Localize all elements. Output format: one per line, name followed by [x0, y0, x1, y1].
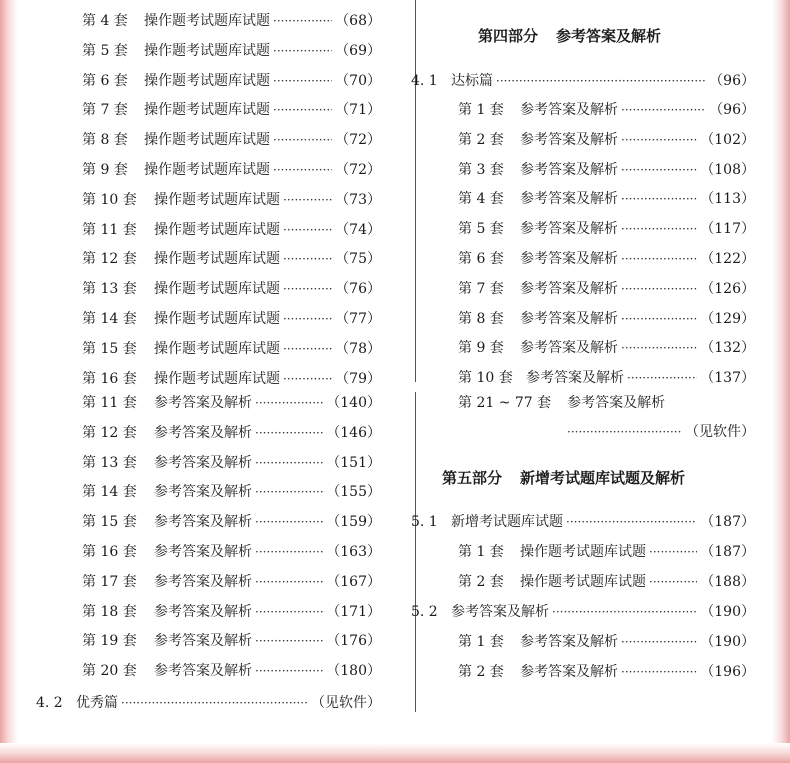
toc-entry[interactable]: [82, 392, 381, 414]
toc-entry[interactable]: [458, 278, 755, 300]
toc-entry[interactable]: [82, 422, 381, 444]
leader-dots: [255, 481, 323, 503]
leader-dots: [621, 159, 697, 181]
toc-entry[interactable]: [82, 571, 381, 593]
entry-page-number: （77）: [335, 311, 381, 327]
entry-page-number: （73）: [335, 191, 381, 208]
entry-set-number: 第 1 套: [458, 634, 504, 650]
entry-set-number: 第 7 套: [458, 280, 504, 297]
entry-title: 参考答案及解析: [154, 484, 252, 501]
entry-set-number: 第 9 套: [458, 340, 504, 357]
entry-page-number: （188）: [700, 573, 755, 590]
entry-title: 操作题考试题库试题: [154, 221, 280, 238]
toc-entry[interactable]: [82, 129, 381, 151]
leader-dots: [621, 248, 697, 270]
entry-set-number: 第 11 套: [82, 221, 137, 238]
toc-entry[interactable]: [82, 511, 381, 533]
leader-dots: [283, 219, 332, 241]
entry-set-number: 第 19 套: [82, 633, 137, 650]
leader-dots: [273, 10, 332, 32]
entry-title: 参考答案及解析: [154, 603, 252, 620]
entry-set-number: 第 20 套: [82, 663, 137, 680]
entry-title: 操作题考试题库试题: [520, 544, 646, 560]
entry-page-number: （72）: [335, 162, 381, 178]
toc-page: [18, 0, 772, 743]
entry-page-number: （108）: [700, 161, 755, 178]
column-divider-upper: [415, 0, 416, 382]
leader-dots: [121, 692, 308, 714]
leader-dots: [283, 368, 332, 390]
entry-title: 参考答案及解析: [526, 370, 624, 387]
entry-title: 操作题考试题库试题: [144, 42, 270, 59]
entry-page-number: （129）: [700, 310, 755, 327]
entry-set-number: 第 8 套: [458, 310, 504, 327]
entry-set-number: 第 13 套: [82, 454, 137, 471]
leader-dots: [621, 129, 697, 151]
entry-page-number: （78）: [335, 340, 381, 357]
entry-set-number: 第 9 套: [82, 162, 128, 178]
leader-dots: [255, 630, 323, 652]
entry-title: 参考答案及解析: [154, 633, 252, 650]
toc-entry[interactable]: [458, 631, 755, 653]
toc-entry[interactable]: [82, 248, 381, 270]
toc-section-entry[interactable]: [411, 70, 755, 92]
entry-page-number: （69）: [335, 42, 381, 59]
column-divider-lower: [415, 392, 416, 712]
leader-dots: [283, 278, 332, 300]
entry-title: 参考答案及解析: [567, 395, 666, 411]
toc-entry[interactable]: [458, 571, 755, 593]
entry-title: 参考答案及解析: [520, 161, 618, 178]
entry-page-number: （155）: [326, 484, 381, 501]
entry-title: 优秀篇: [76, 695, 118, 711]
entry-page-number: （117）: [700, 221, 755, 238]
toc-entry[interactable]: [82, 159, 381, 181]
entry-page-number: （102）: [700, 131, 755, 148]
leader-dots: [283, 189, 332, 211]
toc-entry[interactable]: [458, 218, 755, 240]
page-border-left: [0, 0, 18, 763]
leader-dots: [255, 571, 323, 593]
entry-set-number: 第 5 套: [458, 221, 504, 238]
toc-entry[interactable]: [458, 129, 755, 151]
entry-set-number: 第 17 套: [82, 573, 137, 590]
entry-page-number: （76）: [335, 281, 381, 298]
toc-entry[interactable]: [82, 601, 381, 623]
entry-title: 参考答案及解析: [520, 280, 618, 297]
leader-dots: [255, 541, 323, 563]
entry-page-number: （180）: [326, 663, 381, 680]
section-number: 4. 2: [36, 695, 63, 711]
entry-title: 参考答案及解析: [520, 663, 618, 680]
leader-dots: [627, 367, 697, 389]
toc-section-entry[interactable]: [411, 601, 755, 623]
entry-set-number: 第 3 套: [458, 161, 504, 178]
entry-page-number: （187）: [700, 544, 755, 560]
toc-entry[interactable]: [458, 367, 755, 389]
entry-set-number: 第 11 套: [82, 395, 137, 411]
entry-page-number: （见软件）: [685, 424, 755, 440]
entry-title: 参考答案及解析: [520, 102, 618, 118]
entry-set-number: 第 7 套: [82, 102, 128, 119]
part-label: 第四部分: [478, 27, 539, 45]
entry-title: 参考答案及解析: [154, 395, 252, 411]
toc-entry[interactable]: [82, 70, 381, 92]
entry-page-number: （71）: [335, 102, 381, 119]
entry-title: 操作题考试题库试题: [154, 311, 280, 327]
section-number: 4. 1: [411, 73, 438, 89]
leader-dots: [255, 392, 323, 414]
leader-dots: [621, 308, 697, 330]
toc-section-entry[interactable]: [36, 692, 381, 714]
entry-set-number: 第 1 套: [458, 102, 504, 118]
toc-entry[interactable]: [82, 481, 381, 503]
toc-entry[interactable]: [82, 308, 381, 330]
entry-title: 操作题考试题库试题: [154, 251, 280, 268]
leader-dots: [649, 541, 697, 563]
toc-section-entry[interactable]: [411, 511, 755, 533]
entry-title: 参考答案及解析: [520, 251, 618, 267]
leader-dots: [552, 601, 697, 623]
entry-page-number: （72）: [335, 132, 381, 149]
entry-title: 参考答案及解析: [154, 663, 252, 680]
leader-dots: [273, 40, 332, 62]
entry-set-number: 第 4 套: [82, 13, 128, 29]
leader-dots: [649, 571, 697, 593]
toc-entry[interactable]: [82, 452, 381, 474]
page-border-right: [772, 0, 790, 763]
entry-page-number: （126）: [700, 280, 755, 297]
leader-dots: [255, 511, 323, 533]
leader-dots: [621, 661, 697, 683]
entry-title: 参考答案及解析: [520, 634, 618, 650]
entry-page-number: （137）: [700, 370, 755, 387]
leader-dots: [621, 218, 697, 240]
entry-page-number: （187）: [700, 514, 755, 530]
entry-title: 操作题考试题库试题: [144, 72, 270, 89]
part-title: 新增考试题库试题及解析: [520, 469, 686, 487]
leader-dots: [621, 278, 697, 300]
leader-dots: [621, 337, 697, 359]
entry-title: 新增考试题库试题: [451, 514, 563, 530]
entry-set-number: 第 5 套: [82, 42, 128, 59]
toc-entry[interactable]: [458, 188, 755, 210]
part4-heading: [478, 24, 661, 48]
entry-title: 参考答案及解析: [154, 514, 252, 531]
entry-page-number: （96）: [709, 73, 755, 89]
toc-entry[interactable]: [458, 308, 755, 330]
toc-entry[interactable]: [82, 40, 381, 62]
leader-dots: [255, 452, 323, 474]
entry-set-number: 第 15 套: [82, 514, 137, 531]
entry-set-number: 第 2 套: [458, 131, 504, 148]
entry-page-number: （163）: [326, 544, 381, 560]
entry-title: 操作题考试题库试题: [154, 340, 280, 357]
entry-set-number: 第 6 套: [82, 72, 128, 89]
entry-set-number: 第 10 套: [458, 370, 513, 387]
entry-page-number: （196）: [700, 663, 755, 680]
entry-title: 参考答案及解析: [154, 544, 252, 560]
entry-set-number: 第 6 套: [458, 251, 504, 267]
part-label: 第五部分: [442, 469, 503, 487]
leader-dots: [621, 99, 706, 121]
toc-entry[interactable]: [458, 99, 755, 121]
entry-set-number: 第 13 套: [82, 281, 137, 298]
entry-set-number: 第 10 套: [82, 191, 137, 208]
entry-page-number: （190）: [700, 604, 755, 620]
toc-entry[interactable]: [458, 159, 755, 181]
entry-page-number: （140）: [326, 395, 381, 411]
entry-set-number: 第 2 套: [458, 573, 504, 590]
entry-title: 操作题考试题库试题: [520, 573, 646, 590]
toc-entry[interactable]: [82, 219, 381, 241]
entry-title: 参考答案及解析: [520, 221, 618, 238]
leader-dots: [273, 99, 332, 121]
leader-dots: [273, 129, 332, 151]
entry-title: 参考答案及解析: [154, 573, 252, 590]
entry-page-number: （68）: [335, 13, 381, 29]
toc-entry[interactable]: [82, 99, 381, 121]
toc-entry[interactable]: [82, 541, 381, 563]
leader-dots: [566, 511, 697, 533]
entry-page-number: （146）: [326, 424, 381, 441]
leader-dots: [496, 70, 706, 92]
entry-page-number: （176）: [326, 633, 381, 650]
entry-title: 达标篇: [451, 73, 493, 89]
toc-entry[interactable]: [82, 10, 381, 32]
toc-entry[interactable]: [82, 660, 381, 682]
leader-dots: [621, 188, 697, 210]
entry-set-number: 第 16 套: [82, 370, 137, 387]
entry-set-number: 第 16 套: [82, 544, 137, 560]
leader-dots: [273, 70, 332, 92]
entry-set-number: 第 18 套: [82, 603, 137, 620]
toc-entry[interactable]: [82, 630, 381, 652]
entry-page-number: （190）: [700, 634, 755, 650]
leader-dots: [255, 660, 323, 682]
entry-set-number: 第 14 套: [82, 311, 137, 327]
entry-set-number: 第 12 套: [82, 251, 137, 268]
entry-title: 参考答案及解析: [520, 340, 618, 357]
entry-title: 参考答案及解析: [451, 604, 549, 620]
entry-title: 参考答案及解析: [520, 191, 618, 208]
entry-page-number: （171）: [326, 603, 381, 620]
entry-title: 参考答案及解析: [154, 424, 252, 441]
entry-set-number: 第 8 套: [82, 132, 128, 149]
entry-title: 参考答案及解析: [520, 310, 618, 327]
entry-page-number: （74）: [335, 221, 381, 238]
entry-title: 操作题考试题库试题: [144, 162, 270, 178]
leader-dots: [255, 422, 323, 444]
section-number: 5. 2: [411, 604, 438, 620]
leader-dots: [255, 601, 323, 623]
entry-set-number: 第 4 套: [458, 191, 504, 208]
entry-title: 操作题考试题库试题: [154, 370, 280, 387]
entry-title: 操作题考试题库试题: [144, 102, 270, 119]
toc-entry[interactable]: [82, 338, 381, 360]
leader-dots: [283, 248, 332, 270]
entry-title: 操作题考试题库试题: [154, 191, 280, 208]
entry-set-number: 第 21 ~ 77 套: [458, 395, 552, 411]
toc-entry-multiline[interactable]: [458, 392, 665, 414]
entry-title: 操作题考试题库试题: [144, 13, 270, 29]
leader-dots: [273, 159, 332, 181]
toc-entry[interactable]: [458, 541, 755, 563]
toc-entry[interactable]: [458, 337, 755, 359]
entry-set-number: 第 1 套: [458, 544, 504, 560]
part5-heading: [442, 466, 685, 490]
entry-title: 参考答案及解析: [520, 131, 618, 148]
toc-entry[interactable]: [82, 189, 381, 211]
part-title: 参考答案及解析: [556, 27, 662, 45]
entry-page-number: （79）: [335, 370, 381, 387]
entry-set-number: 第 14 套: [82, 484, 137, 501]
entry-title: 参考答案及解析: [154, 454, 252, 471]
entry-set-number: 第 15 套: [82, 340, 137, 357]
entry-set-number: 第 12 套: [82, 424, 137, 441]
toc-entry-continuation: [564, 421, 755, 443]
toc-entry[interactable]: [82, 278, 381, 300]
entry-page-number: （113）: [700, 191, 755, 208]
leader-dots: [567, 421, 682, 443]
entry-title: 操作题考试题库试题: [154, 281, 280, 298]
section-number: 5. 1: [411, 514, 438, 530]
toc-entry[interactable]: [82, 368, 381, 390]
leader-dots: [283, 308, 332, 330]
entry-page-number: （75）: [335, 251, 381, 268]
entry-set-number: 第 2 套: [458, 663, 504, 680]
entry-page-number: （70）: [335, 72, 381, 89]
entry-page-number: （151）: [326, 454, 381, 471]
entry-title: 操作题考试题库试题: [144, 132, 270, 149]
entry-page-number: （167）: [326, 573, 381, 590]
entry-page-number: （159）: [326, 514, 381, 531]
leader-dots: [621, 631, 697, 653]
toc-entry[interactable]: [458, 661, 755, 683]
entry-page-number: （96）: [709, 102, 755, 118]
entry-page-number: （132）: [700, 340, 755, 357]
toc-entry[interactable]: [458, 248, 755, 270]
leader-dots: [283, 338, 332, 360]
entry-page-number: （122）: [700, 251, 755, 267]
entry-page-number: （见软件）: [311, 695, 381, 711]
page-border-bottom: [0, 743, 790, 763]
